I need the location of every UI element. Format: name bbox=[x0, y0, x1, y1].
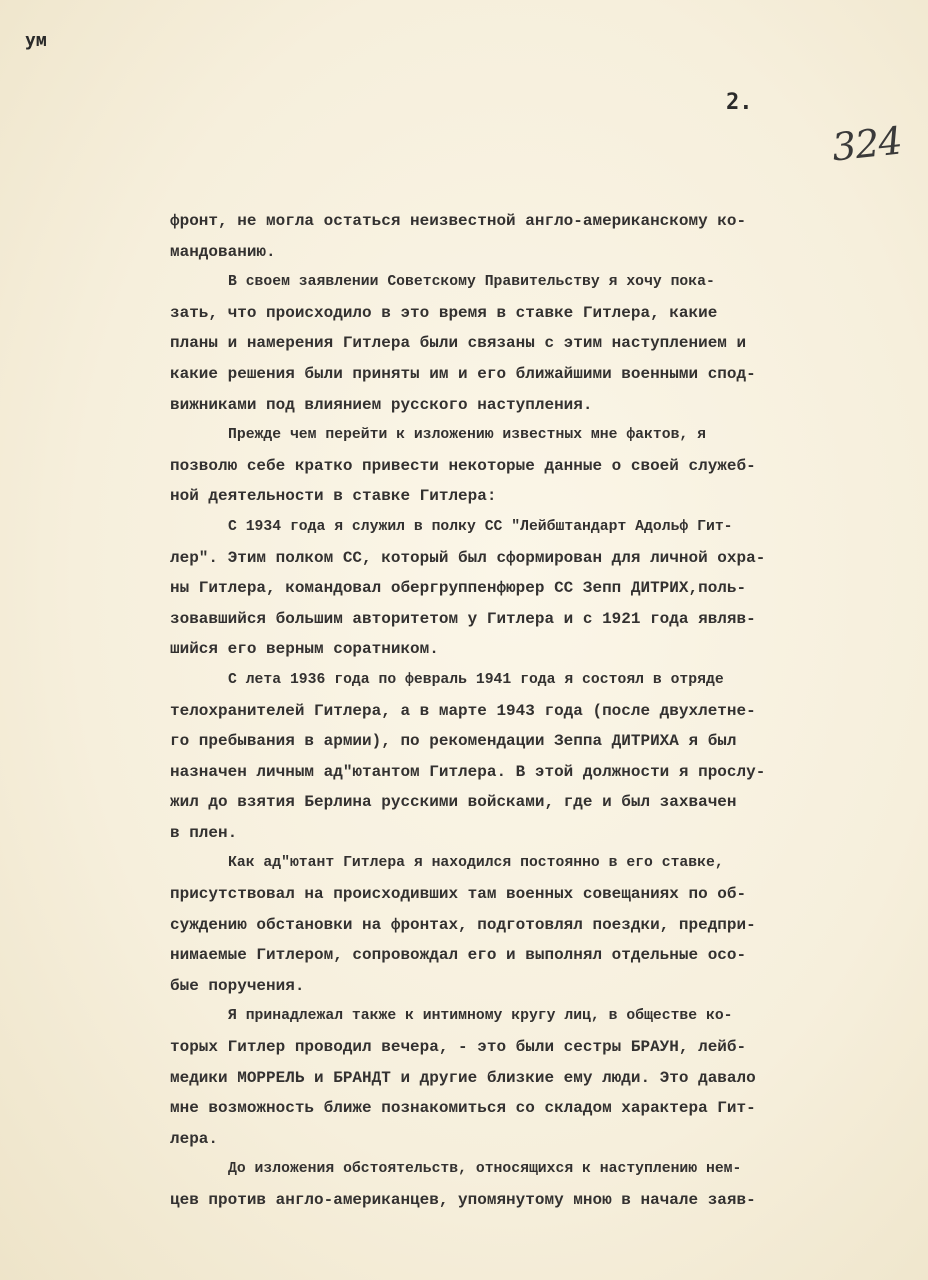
text-line: какие решения были приняты им и его ближайшими военными спод- bbox=[170, 364, 756, 383]
text-line: мандованию. bbox=[170, 242, 276, 261]
text-line: лер". Этим полком СС, который был сформирован для личной охра- bbox=[170, 548, 766, 567]
text-line: С 1934 года я служил в полку СС "Лейбштандарт Адольф Гит- bbox=[228, 518, 733, 535]
text-line: ны Гитлера, командовал обергруппенфюрер СС Зепп ДИТРИХ,поль- bbox=[170, 579, 747, 598]
text-line: суждению обстановки на фронтах, подготовлял поездки, предпри- bbox=[170, 915, 756, 934]
text-line: Как ад"ютант Гитлера я находился постоянно в его ставке, bbox=[228, 855, 724, 872]
text-line: го пребывания в армии), по рекомендации Зеппа ДИТРИХА я был bbox=[170, 732, 737, 751]
page-number: 2. bbox=[726, 90, 753, 115]
archive-number: 324 bbox=[829, 118, 904, 170]
text-line: В своем заявлении Советскому Правительству я хочу пока- bbox=[228, 274, 715, 291]
text-line: телохранителей Гитлера, а в марте 1943 года (после двухлетне- bbox=[170, 701, 756, 720]
text-line: присутствовал на происходивших там военных совещаниях по об- bbox=[170, 885, 747, 904]
text-line: До изложения обстоятельств, относящихся к наступлению нем- bbox=[228, 1161, 742, 1178]
text-line: в плен. bbox=[170, 823, 238, 842]
text-line: мне возможность ближе познакомиться со складом характера Гит- bbox=[170, 1099, 756, 1118]
text-line: лера. bbox=[170, 1129, 219, 1148]
text-line: нимаемые Гитлером, сопровождал его и выполнял отдельные осо- bbox=[170, 946, 747, 965]
text-line: бые поручения. bbox=[170, 976, 305, 995]
corner-mark: ум bbox=[25, 30, 47, 51]
text-line: цев против англо-американцев, упомянутому мною в начале заяв- bbox=[170, 1191, 756, 1209]
text-line: назначен личным ад"ютантом Гитлера. В этой должности я прослу- bbox=[170, 762, 766, 781]
text-line: зать, что происходило в это время в ставке Гитлера, какие bbox=[170, 303, 718, 322]
text-line: С лета 1936 года по февраль 1941 года я состоял в отряде bbox=[228, 671, 724, 688]
text-line: Прежде чем перейти к изложению известных мне фактов, я bbox=[228, 427, 706, 444]
text-line: Я принадлежал также к интимному кругу лиц, в обществе ко- bbox=[228, 1008, 733, 1025]
text-line: позволю себе кратко привести некоторые данные о своей служеб- bbox=[170, 456, 756, 475]
text-line: шийся его верным соратником. bbox=[170, 640, 439, 659]
text-line: медики МОРРЕЛЬ и БРАНДТ и другие близкие ему люди. Это давало bbox=[170, 1068, 756, 1087]
text-line: фронт, не могла остаться неизвестной англо-американскому ко- bbox=[170, 212, 747, 230]
document-body bbox=[170, 206, 915, 1216]
text-line: планы и намерения Гитлера были связаны с этим наступлением и bbox=[170, 334, 747, 353]
text-line: торых Гитлер проводил вечера, - это были сестры БРАУН, лейб- bbox=[170, 1038, 747, 1057]
text-line: вижниками под влиянием русского наступления. bbox=[170, 395, 593, 414]
text-line: ной деятельности в ставке Гитлера: bbox=[170, 487, 497, 506]
text-line: зовавшийся большим авторитетом у Гитлера и с 1921 года являв- bbox=[170, 609, 756, 628]
text-line: жил до взятия Берлина русскими войсками, где и был захвачен bbox=[170, 793, 737, 812]
